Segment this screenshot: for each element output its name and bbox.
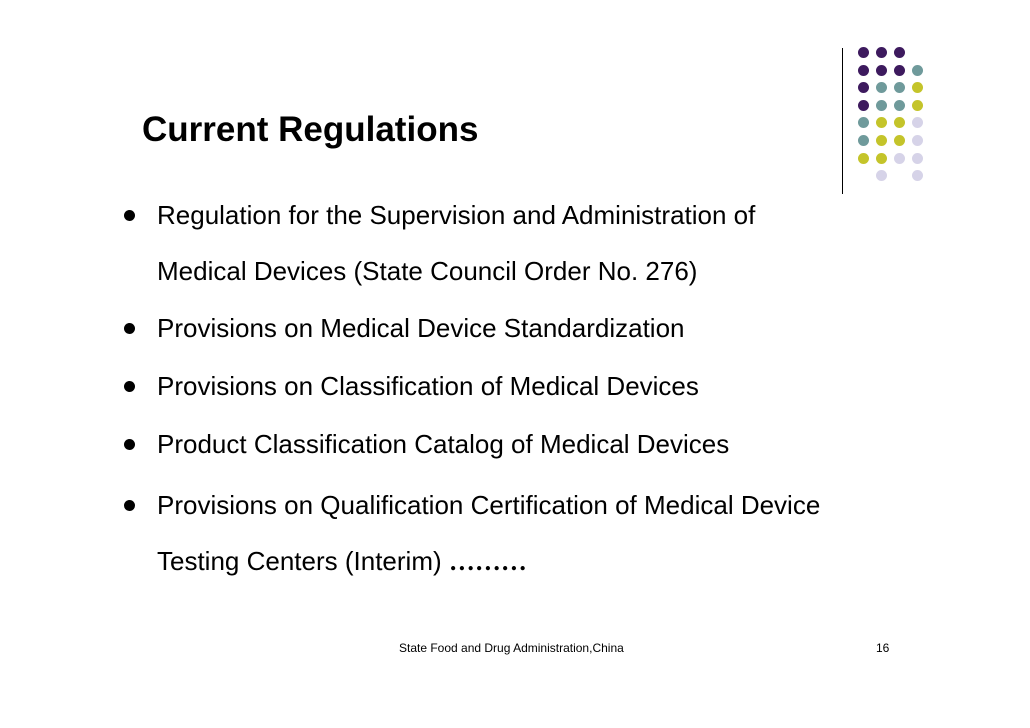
bullet-icon — [124, 210, 135, 221]
bullet-icon — [124, 323, 135, 334]
decorative-dot — [894, 117, 905, 128]
decorative-dot — [912, 135, 923, 146]
decorative-dot — [858, 82, 869, 93]
decorative-dot — [858, 100, 869, 111]
regulation-line: Product Classification Catalog of Medical Devices — [157, 429, 730, 459]
decorative-dot — [912, 153, 923, 164]
regulation-line: Provisions on Medical Device Standardization — [157, 313, 685, 343]
footer-source: State Food and Drug Administration,China — [399, 641, 624, 655]
decorative-dot — [876, 117, 887, 128]
decorative-dot — [876, 47, 887, 58]
decorative-dot — [912, 65, 923, 76]
ellipsis-dots: ……… — [448, 547, 527, 576]
regulation-line: Provisions on Classification of Medical Devices — [157, 371, 699, 401]
decorative-dot — [858, 153, 869, 164]
regulation-line: Medical Devices (State Council Order No. 276) — [157, 256, 698, 286]
decorative-dot — [894, 82, 905, 93]
title-divider-line — [842, 48, 843, 194]
decorative-dot — [912, 117, 923, 128]
decorative-dot-grid — [0, 0, 1030, 200]
decorative-dot — [876, 65, 887, 76]
decorative-dot — [912, 170, 923, 181]
decorative-dot — [894, 65, 905, 76]
regulation-line-text: Testing Centers (Interim) — [157, 546, 449, 576]
slide-title: Current Regulations — [142, 110, 479, 149]
page-number: 16 — [876, 641, 890, 655]
decorative-dot — [876, 100, 887, 111]
decorative-dot — [858, 135, 869, 146]
decorative-dot — [858, 47, 869, 58]
bullet-icon — [124, 381, 135, 392]
decorative-dot — [912, 82, 923, 93]
decorative-dot — [876, 170, 887, 181]
bullet-icon — [124, 500, 135, 511]
decorative-dot — [876, 82, 887, 93]
decorative-dot — [894, 135, 905, 146]
decorative-dot — [876, 135, 887, 146]
regulation-line: Regulation for the Supervision and Administration of — [157, 200, 756, 230]
decorative-dot — [858, 117, 869, 128]
decorative-dot — [876, 153, 887, 164]
decorative-dot — [894, 47, 905, 58]
decorative-dot — [858, 65, 869, 76]
regulation-line: Provisions on Qualification Certification of Medical Device — [157, 490, 821, 520]
regulation-line-with-ellipsis — [157, 545, 527, 578]
bullet-icon — [124, 439, 135, 450]
decorative-dot — [912, 100, 923, 111]
decorative-dot — [894, 100, 905, 111]
decorative-dot — [894, 153, 905, 164]
